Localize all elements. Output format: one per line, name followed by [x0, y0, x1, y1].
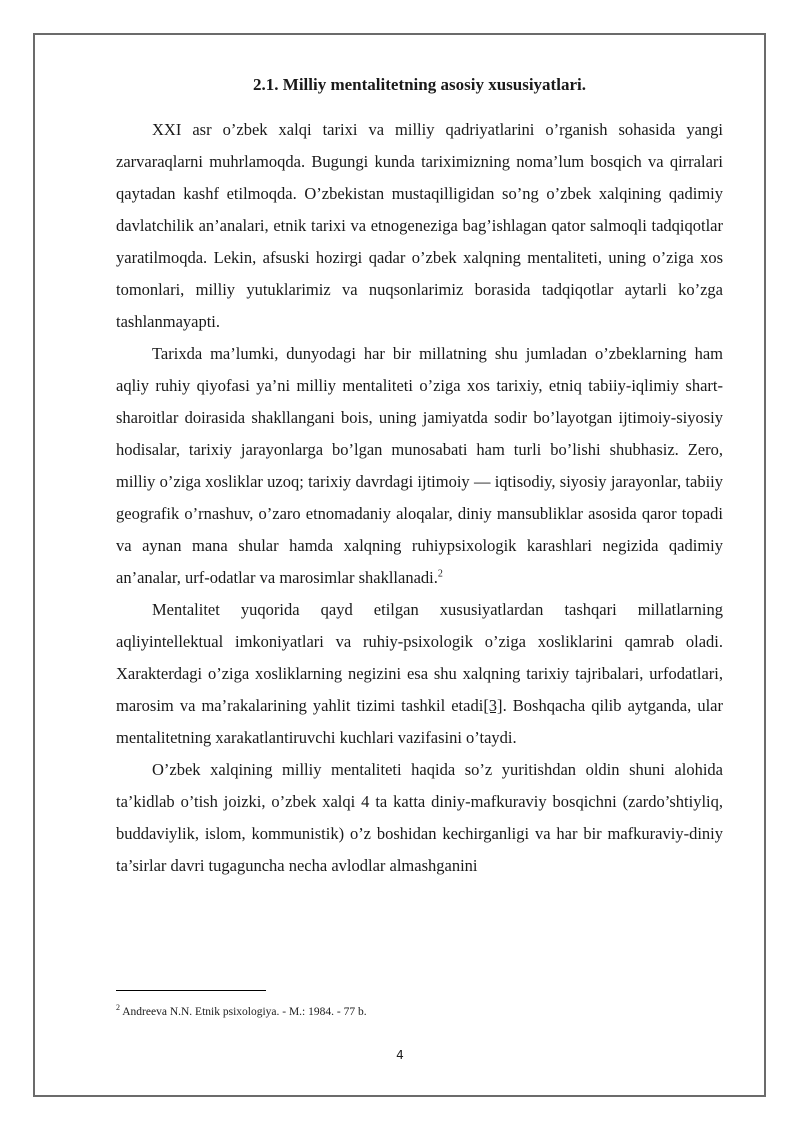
page-number: 4: [396, 1048, 404, 1062]
footnote-number: 2: [116, 1003, 120, 1013]
paragraph-1-text: XXI asr o’zbek xalqi tarixi va milliy qadriyatlarini o’rganish sohasida yangi zarvaraqlarni muhrlamoqda. Bugungi kunda tariximizning noma’lum bosqich va qirralari qaytadan kashf etilmoqda. O’zbekistan mustaqilligidan so’ng o’zbek xalqining qadimiy davlatchilik an’analari, etnik tarixi va etnogeneziga bag’ishlagan qator salmoqli tadqiqotlar yaratilmoqda. Lekin, afsuski hozirgi qadar o’zbek xalqning mentaliteti, uning o’ziga xos tomonlari, milliy yutuklarimiz va nuqsonlarimiz borasida tadqiqotlar aytarli ko’zga tashlanmayapti.: [116, 120, 723, 331]
footnote-text: Andreeva N.N. Etnik psixologiya. - M.: 1984. - 77 b.: [120, 1006, 367, 1018]
paragraph-4: [116, 754, 723, 882]
paragraph-2: [116, 338, 723, 594]
paragraph-1: [116, 114, 723, 338]
footnote-separator: [116, 990, 266, 991]
section-heading: 2.1. Milliy mentalitetning asosiy xususiyatlari.: [253, 75, 586, 94]
footnote: [116, 1004, 723, 1020]
document-body: [116, 72, 723, 882]
paragraph-3: [116, 594, 723, 754]
footnote-reference[interactable]: 2: [437, 568, 443, 580]
paragraph-3-tail: . Boshqacha qilib aytganda, ular mentalitetning xarakatlantiruvchi kuchlari vazifasini o’taydi.: [116, 696, 723, 747]
paragraph-3-text: Mentalitet yuqorida qayd etilgan xususiyatlardan tashqari millatlarning aqliyintellektual imkoniyatlari va ruhiy-psixologik o’ziga xosliklarini qamrab oladi. Xarakterdagi o’ziga xosliklarning negizini esa shu xalqning tarixiy tajribalari, urfodatlari, marosim va ma’rakalarining yahlit tizimi tashkil etadi: [116, 600, 723, 715]
paragraph-2-text: Tarixda ma’lumki, dunyodagi har bir millatning shu jumladan o’zbeklarning ham aqliy ruhiy qiyofasi ya’ni milliy mentaliteti o’ziga xos tarixiy, etniq tabiiy-iqlimiy shart-sharoitlar doirasida shakllangani bois, uning jamiyatda sodir bo’layotgan ijtimoiy-siyosiy hodisalar, tarixiy jarayonlarga bo’lgan munosabati ham turli bo’lishi shubhasiz. Zero, milliy o’ziga xosliklar uzoq; tarixiy davrdagi ijtimoiy — iqtisodiy, siyosiy jarayonlar, tabiiy geografik o’rnashuv, o’zaro etnomadaniy aloqalar, diniy mansubliklar asosida qaror topadi va aynan mana shular hamda xalqning ruhiypsixologik karashlari negizida qadimiy an’analar, urf-odatlar va marosimlar shakllanadi.: [116, 344, 723, 587]
citation-link[interactable]: [3]: [483, 696, 503, 715]
paragraph-4-text: O’zbek xalqining milliy mentaliteti haqida so’z yuritishdan oldin shuni alohida ta’kidlab o’tish joizki, o’zbek xalqi 4 ta katta diniy-mafkuraviy bosqichni (zardo’shtiyliq, buddaviylik, islom, kommunistik) o’z boshidan kechirganligi va har bir mafkuraviy-diniy ta’sirlar davri tugaguncha necha avlodlar almashganini: [116, 760, 723, 875]
